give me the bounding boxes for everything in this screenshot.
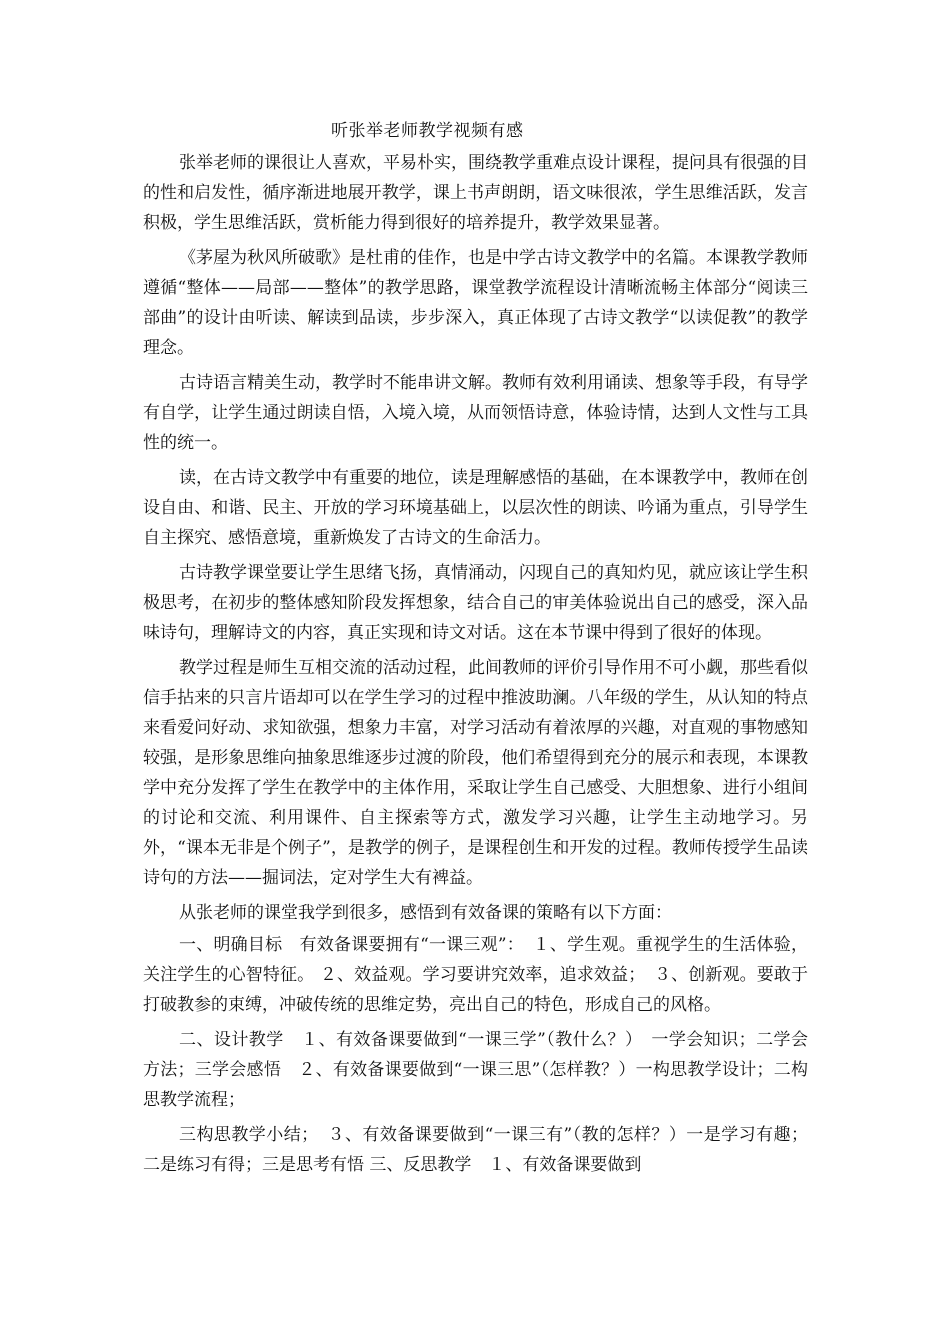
paragraph-6: 教学过程是师生互相交流的活动过程，此间教师的评价引导作用不可小觑，那些看似信手拈来的只言片语却可以在学生学习的过程中推波助澜。八年级的学生，从认知的特点来看爱问好动、求知欲强，想象力丰富，对学习活动有着浓厚的兴趣，对直观的事物感知较强，是形象思维向抽象思维逐步过渡的阶段，他们希望得到充分的展示和表现，本课教学中充分发挥了学生在教学中的主体作用，采取让学生自己感受、大胆想象、进行小组间的讨论和交流、利用课件、自主探索等方式，激发学习兴趣，让学生主动地学习。另外，“课本无非是个例子”，是教学的例子，是课程创生和开发的过程。教师传授学生品读诗句的方法——掘词法，定对学生大有裨益。	[143, 658, 808, 888]
paragraph-1: 张举老师的课很让人喜欢，平易朴实，围绕教学重难点设计课程，提问具有很强的目的性和启发性，循序渐进地展开教学，课上书声朗朗，语文味很浓，学生思维活跃，发言积极，学生思维活跃，赏析能力得到很好的培养提升，教学效果显著。	[143, 153, 808, 233]
paragraph-9: 二、设计教学 １、有效备课要做到“一课三学”（教什么？） 一学会知识；二学会方法；三学会感悟 ２、有效备课要做到“一课三思”（怎样教？）一构思教学设计；二构思教学流程；	[143, 1030, 808, 1110]
document-body	[143, 118, 808, 1185]
document-title: 听张举老师教学视频有感	[331, 121, 524, 141]
paragraph-8: 一、明确目标 有效备课要拥有“一课三观”： １、学生观。重视学生的生活体验，关注学生的心智特征。 ２、效益观。学习要讲究效率，追求效益； ３、创新观。要敢于打破教参的束缚，冲破传统的思维定势，亮出自己的特色，形成自己的风格。	[143, 935, 808, 1015]
paragraph-5: 古诗教学课堂要让学生思绪飞扬，真情涌动，闪现自己的真知灼见，就应该让学生积极思考，在初步的整体感知阶段发挥想象，结合自己的审美体验说出自己的感受，深入品味诗句，理解诗文的内容，真正实现和诗文对话。这在本节课中得到了很好的体现。	[143, 563, 808, 643]
paragraph-2: 《茅屋为秋风所破歌》是杜甫的佳作，也是中学古诗文教学中的名篇。本课教学教师遵循“整体——局部——整体”的教学思路，课堂教学流程设计清晰流畅主体部分“阅读三部曲”的设计由听读、解读到品读，步步深入，真正体现了古诗文教学“以读促教”的教学理念。	[143, 248, 808, 358]
paragraph-10: 三构思教学小结； ３、有效备课要做到“一课三有”（教的怎样？）一是学习有趣；二是练习有得；三是思考有悟 三、反思教学 １、有效备课要做到	[143, 1125, 808, 1175]
paragraph-4: 读，在古诗文教学中有重要的地位，读是理解感悟的基础，在本课教学中，教师在创设自由、和谐、民主、开放的学习环境基础上，以层次性的朗读、吟诵为重点，引导学生自主探究、感悟意境，重新焕发了古诗文的生命活力。	[143, 468, 808, 548]
paragraph-3: 古诗语言精美生动，教学时不能串讲文解。教师有效利用诵读、想象等手段，有导学有自学，让学生通过朗读自悟，入境入境，从而领悟诗意，体验诗情，达到人文性与工具性的统一。	[143, 373, 808, 453]
paragraph-7: 从张老师的课堂我学到很多，感悟到有效备课的策略有以下方面：	[179, 903, 672, 923]
